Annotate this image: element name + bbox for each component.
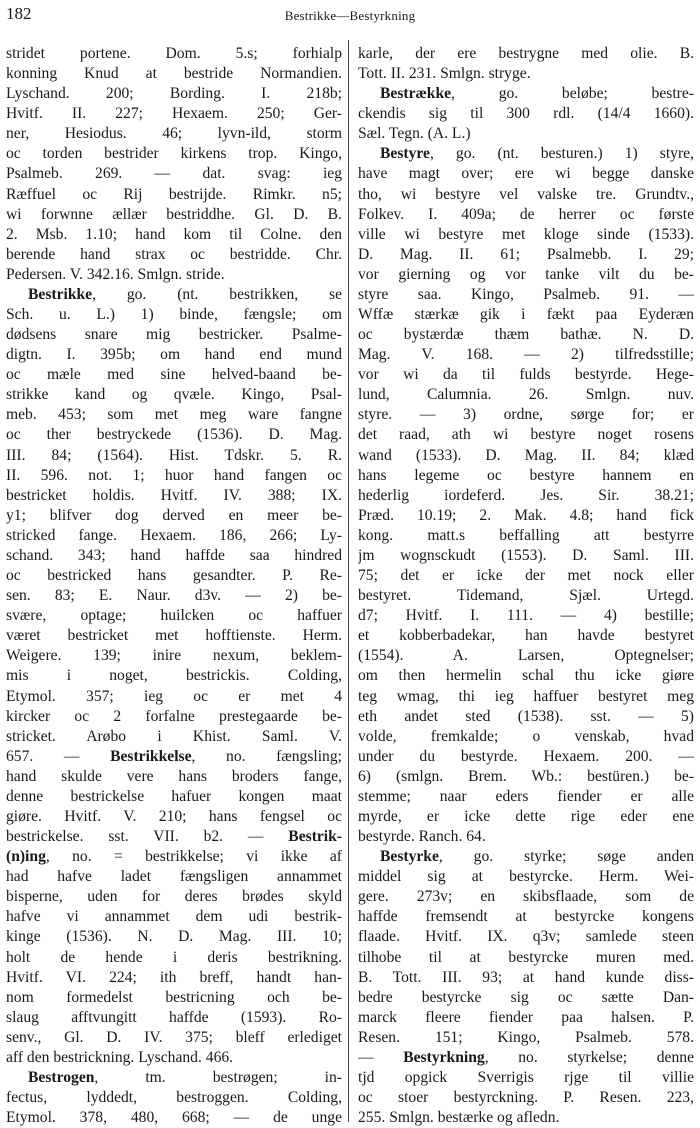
line-text: teg wmag, thi ieg haffuer bestyret meg	[358, 687, 694, 705]
text-line	[358, 1088, 694, 1108]
line-text: Pedersen. V. 342.16. Smlgn. stride.	[6, 265, 225, 283]
entry-headword: Bestrække	[380, 85, 452, 103]
text-line	[6, 787, 342, 807]
line-text: bedre bestyrcke sig oc sætte Dan-	[358, 988, 694, 1006]
line-text: om then hermelin schal thu icke giøre	[358, 667, 694, 685]
line-text: Sæl. Tegn. (A. L.)	[358, 125, 471, 143]
line-text: vor gierning og vor tanke vilt du be-	[358, 265, 694, 283]
text-line	[6, 1088, 342, 1108]
text-line	[358, 185, 694, 205]
text-line	[6, 707, 342, 727]
line-text: vor wi da til fulds bestyrde. Hege-	[358, 366, 694, 384]
text-line	[358, 144, 694, 164]
text-line	[6, 646, 342, 666]
text-line	[6, 84, 342, 104]
line-text: Tott. II. 231. Smlgn. stryge.	[358, 65, 531, 83]
line-text: , tm. bestrøgen; in-	[94, 1068, 342, 1086]
line-text: kinge (1536). N. D. Mag. III. 10;	[6, 928, 342, 946]
text-line	[358, 707, 694, 727]
text-line	[6, 385, 342, 405]
text-line	[358, 847, 694, 867]
text-line	[6, 586, 342, 606]
text-line	[6, 425, 342, 445]
line-text: II. 596. not. 1; huor hand fangen oc	[6, 466, 342, 484]
text-line	[358, 245, 694, 265]
text-line	[358, 365, 694, 385]
text-line	[6, 948, 342, 968]
text-line	[6, 606, 342, 626]
line-text: konning Knud at bestride Normandien.	[6, 65, 342, 83]
line-text: hans legeme oc bestyre hannem en	[358, 466, 694, 484]
text-line	[6, 124, 342, 144]
line-text: svære, optage; huilcken oc haffuer	[6, 607, 342, 625]
text-line	[6, 526, 342, 546]
text-line	[358, 948, 694, 968]
line-text: et kobberbadekar, han havde bestyret	[358, 627, 694, 645]
text-line	[358, 526, 694, 546]
line-text: flaade. Hvitf. IX. q3v; samlede steen	[358, 928, 694, 946]
line-text: d7; Hvitf. I. 111. — 4) bestille;	[358, 607, 694, 625]
line-text: nom formedelst bestricning och be-	[6, 988, 342, 1006]
line-text: , no. styrkelse; denne	[484, 1048, 694, 1066]
text-line	[358, 466, 694, 486]
line-text: stricked fange. Hexaem. 186, 266; Ly-	[6, 526, 342, 544]
line-text: haffde fremsendt at bestyrcke kongens	[358, 908, 694, 926]
line-text: 2. Msb. 1.10; hand kom til Colne. den	[6, 225, 342, 243]
line-text: eth andet sted (1538). sst. — 5)	[358, 707, 694, 725]
line-text: lund, Calumnia. 26. Smlgn. nuv.	[358, 386, 694, 404]
line-text: schand. 343; hand haffde saa hindred	[6, 546, 342, 564]
line-text: myrde, er icke dette rige eder ene	[358, 807, 694, 825]
text-line	[6, 907, 342, 927]
text-line	[358, 927, 694, 947]
text-line	[358, 988, 694, 1008]
text-line	[6, 446, 342, 466]
text-line	[6, 144, 342, 164]
line-text: Ræffuel oc Rij bestrijde. Rimkr. n5;	[6, 185, 342, 203]
line-text: 6) (smlgn. Brem. Wb.: bestüren.) be-	[358, 767, 694, 785]
text-line	[6, 1028, 342, 1048]
text-line	[6, 265, 342, 285]
text-line	[6, 285, 342, 305]
text-line	[6, 1008, 342, 1028]
text-line	[358, 907, 694, 927]
line-text: Hvitf. VI. 224; ith breff, handt han-	[6, 968, 342, 986]
text-line	[6, 405, 342, 425]
text-line	[358, 787, 694, 807]
running-head: Bestrikke—Bestyrkning	[284, 8, 416, 23]
line-text: 75; det er icke der met nock eller	[358, 567, 694, 585]
line-text: bestyret. Tidemand, Sjæl. Urtegd.	[358, 587, 694, 605]
text-line	[6, 325, 342, 345]
line-text: III. 84; (1564). Hist. Tdskr. 5. R.	[6, 446, 342, 464]
text-line	[358, 285, 694, 305]
text-line	[6, 546, 342, 566]
line-text: Lyschand. 200; Bording. I. 218b;	[6, 85, 342, 103]
text-line	[358, 425, 694, 445]
text-line	[358, 827, 694, 847]
entry-headword: Bestrogen	[28, 1068, 95, 1086]
line-text: styre. — 3) ordne, sørge for; er	[358, 406, 694, 424]
entry-headword: Bestyrke	[380, 848, 439, 866]
entry-headword: Bestyre	[380, 145, 430, 163]
text-line	[358, 305, 694, 325]
text-line	[358, 546, 694, 566]
text-line	[358, 225, 694, 245]
text-line	[6, 64, 342, 84]
line-text: had hafve ladet fængsligen annammet	[6, 868, 342, 886]
text-line	[6, 927, 342, 947]
line-text: oc stoer bestyrckning. P. Resen. 223,	[358, 1089, 694, 1107]
line-text: Wffæ stærkæ gik i fækt paa Eyderæn	[358, 306, 694, 324]
text-line	[6, 807, 342, 827]
column-divider	[348, 40, 349, 1122]
text-line	[6, 666, 342, 686]
text-line	[358, 727, 694, 747]
text-line	[358, 646, 694, 666]
line-text: slaug afftvungitt haffde (1593). Ro-	[6, 1008, 342, 1026]
line-text: været bestricket met hofftienste. Herm.	[6, 627, 342, 645]
line-text: 657. —	[6, 747, 111, 765]
text-line	[358, 325, 694, 345]
line-text: marck fleere fiender paa halsen. P.	[358, 1008, 694, 1026]
text-line	[6, 827, 342, 847]
line-text: meb. 453; som met meg ware fangne	[6, 406, 342, 424]
text-line	[6, 44, 342, 64]
line-text: ner, Hesiodus. 46; lyvn-ild, storm	[6, 125, 342, 143]
left-column	[6, 44, 342, 1128]
line-text: fectus, lyddedt, bestroggen. Colding,	[6, 1089, 342, 1107]
entry-headword: Bestrik-	[288, 828, 342, 846]
text-line	[358, 84, 694, 104]
text-line	[358, 405, 694, 425]
line-text: stridet portene. Dom. 5.s; forhialp	[6, 45, 342, 62]
text-line	[358, 767, 694, 787]
line-text: tho, wi bestyre vel valske tre. Grundtv.,	[358, 185, 694, 203]
text-line	[6, 506, 342, 526]
line-text: sen. 83; E. Naur. d3v. — 2) be-	[6, 587, 342, 605]
text-line	[358, 124, 694, 144]
line-text: volde, fremkalde; o venskab, hvad	[358, 727, 694, 745]
line-text: , no. = bestrikkelse; vi ikke af	[45, 848, 342, 866]
line-text: oc bestricked hans gesandter. P. Re-	[6, 567, 342, 585]
line-text: Mag. V. 168. — 2) tilfredsstille;	[358, 346, 694, 364]
line-text: denne bestrickelse hafuer kongen maat	[6, 787, 342, 805]
text-line	[358, 205, 694, 225]
line-text: Hvitf. II. 227; Hexaem. 250; Ger-	[6, 105, 342, 123]
text-line	[6, 225, 342, 245]
line-text: Weigere. 139; inire nexum, beklem-	[6, 647, 342, 665]
text-line	[6, 566, 342, 586]
text-line	[358, 606, 694, 626]
text-line	[358, 506, 694, 526]
line-text: , go. (nt. besturen.) 1) styre,	[429, 145, 694, 163]
line-text: kong. matt.s beffalling att bestyrre	[358, 526, 694, 544]
line-text: wi forwnne ællær bestriddhe. Gl. D. B.	[6, 205, 342, 223]
text-line	[6, 968, 342, 988]
text-line	[6, 1108, 342, 1128]
entry-headword: Bestyrkning	[403, 1048, 485, 1066]
text-line	[358, 64, 694, 84]
line-text: hafve vi annammet dem udi bestrik-	[6, 908, 342, 926]
line-text: , go. (nt. bestrikken, se	[92, 285, 342, 303]
text-line	[358, 1008, 694, 1028]
text-line	[358, 747, 694, 767]
entry-headword: Bestrikkelse	[110, 747, 192, 765]
text-line	[6, 345, 342, 365]
line-text: Sch. u. L.) 1) binde, fængsle; om	[6, 306, 342, 324]
text-line	[358, 887, 694, 907]
line-text: , go. beløbe; bestre-	[451, 85, 694, 103]
text-line	[6, 245, 342, 265]
line-text: digtn. I. 395b; om hand end mund	[6, 346, 342, 364]
text-line	[358, 566, 694, 586]
line-text: bestrickelse. sst. VII. b2. —	[6, 828, 289, 846]
line-text: tjd opgick Sverrigis rjge til villie	[358, 1068, 694, 1086]
line-text: wand (1533). D. Mag. II. 84; klæd	[358, 446, 694, 464]
right-column	[358, 44, 694, 1128]
line-text: Etymol. 357; ieg oc er met 4	[6, 687, 342, 705]
line-text: ckendis sig til 300 rdl. (14/4 1660).	[358, 105, 694, 123]
text-line	[358, 586, 694, 606]
line-text: Etymol. 378, 480, 668; — de unge	[6, 1109, 342, 1127]
line-text: oc torden bestrider kirkens trop. Kingo,	[6, 145, 342, 163]
line-text: have magt over; ere wi begge danske	[358, 165, 694, 183]
line-text: bestricket holdis. Hvitf. IV. 388; IX.	[6, 486, 342, 504]
text-line	[358, 867, 694, 887]
text-line	[358, 666, 694, 686]
text-line	[6, 847, 342, 867]
line-text: (1554). A. Larsen, Optegnelser;	[358, 647, 694, 665]
line-text: dødsens snare mig bestricker. Psalme-	[6, 326, 342, 344]
text-line	[6, 867, 342, 887]
text-line	[6, 727, 342, 747]
text-line	[6, 486, 342, 506]
text-line	[6, 687, 342, 707]
line-text: Folkev. I. 409a; de herrer oc første	[358, 205, 694, 223]
line-text: berende hand strax oc bestridde. Chr.	[6, 245, 342, 263]
line-text: oc mæle med sine helved-baand be-	[6, 366, 342, 384]
line-text: Præd. 10.19; 2. Mak. 4.8; hand fick	[358, 506, 694, 524]
text-line	[358, 687, 694, 707]
text-line	[358, 164, 694, 184]
text-line	[358, 1048, 694, 1068]
text-line	[358, 626, 694, 646]
text-line	[6, 104, 342, 124]
line-text: senv., Gl. D. IV. 375; bleff erlediget	[6, 1028, 342, 1046]
text-line	[358, 1108, 694, 1128]
line-text: styre saa. Kingo, Psalmeb. 91. —	[358, 285, 694, 303]
line-text: , no. fængsling;	[191, 747, 342, 765]
text-line	[6, 365, 342, 385]
text-line	[6, 1068, 342, 1088]
line-text: gere. 273v; en skibsflaade, som de	[358, 888, 694, 906]
line-text: tilhobe til at bestyrcke muren med.	[358, 948, 694, 966]
line-text: aff den bestrickning. Lyschand. 466.	[6, 1048, 234, 1066]
line-text: kircker oc 2 forfalne prestegaarde be-	[6, 707, 342, 725]
text-line	[6, 205, 342, 225]
text-line	[358, 968, 694, 988]
line-text: det raad, ath wi bestyre noget rosens	[358, 426, 694, 444]
entry-headword: Bestrikke	[28, 285, 93, 303]
line-text: , go. styrke; søge anden	[438, 848, 694, 866]
text-line	[358, 807, 694, 827]
line-text: y1; blifver dog derved en meer be-	[6, 506, 342, 524]
text-line	[6, 988, 342, 1008]
text-line	[6, 747, 342, 767]
line-text: strikke kand og qvæle. Kingo, Psal-	[6, 386, 342, 404]
text-line	[6, 1048, 342, 1068]
line-text: karle, der ere bestrygne med olie. B.	[358, 45, 694, 62]
line-text: middel sig at bestyrcke. Herm. Wei-	[358, 868, 694, 886]
line-text: bestyrde. Ranch. 64.	[358, 828, 486, 846]
line-text: jm wognsckudt (1553). D. Saml. III.	[358, 546, 694, 564]
text-line	[358, 104, 694, 124]
text-line	[6, 164, 342, 184]
line-text: stemme; naar eders fiender er alle	[358, 787, 694, 805]
text-line	[358, 265, 694, 285]
line-text: B. Tott. III. 93; at hand kunde diss-	[358, 968, 694, 986]
text-line	[358, 446, 694, 466]
text-line	[6, 626, 342, 646]
text-line	[6, 185, 342, 205]
text-line	[358, 1068, 694, 1088]
line-text: giøre. Hvitf. V. 210; hans fengsel oc	[6, 807, 342, 825]
text-line	[6, 305, 342, 325]
line-text: under du bestyrde. Hexaem. 200. —	[358, 747, 694, 765]
line-text: 255. Smlgn. bestærke og afledn.	[358, 1109, 560, 1127]
text-line	[358, 486, 694, 506]
entry-headword: (n)ing	[6, 848, 46, 866]
line-text: D. Mag. II. 61; Psalmebb. I. 29;	[358, 245, 694, 263]
text-line	[6, 887, 342, 907]
line-text: hederlig iordeferd. Jes. Sir. 38.21;	[358, 486, 694, 504]
line-text: oc ther bestryckede (1536). D. Mag.	[6, 426, 342, 444]
line-text: mis i noget, bestrickis. Colding,	[6, 667, 342, 685]
text-line	[358, 345, 694, 365]
line-text: holt de hende i deris bestrikning.	[6, 948, 342, 966]
line-text: bisperne, uden for deres brødes skyld	[6, 888, 342, 906]
line-text: Resen. 151; Kingo, Psalmeb. 578.	[358, 1028, 694, 1046]
text-line	[358, 44, 694, 64]
text-line	[6, 466, 342, 486]
line-text: stricket. Arøbo i Khist. Saml. V.	[6, 727, 342, 745]
page-header	[0, 0, 700, 30]
text-line	[6, 767, 342, 787]
text-line	[358, 1028, 694, 1048]
line-text: Psalmeb. 269. — dat. svag: ieg	[6, 165, 342, 183]
line-text: hand skulde vere hans broders fange,	[6, 767, 342, 785]
page-number: 182	[6, 4, 32, 23]
text-line	[358, 385, 694, 405]
line-text: —	[358, 1048, 404, 1066]
line-text: oc bystærdæ thæm bathæ. N. D.	[358, 326, 694, 344]
line-text: ville wi bestyre met kloge sinde (1533).	[358, 225, 694, 243]
